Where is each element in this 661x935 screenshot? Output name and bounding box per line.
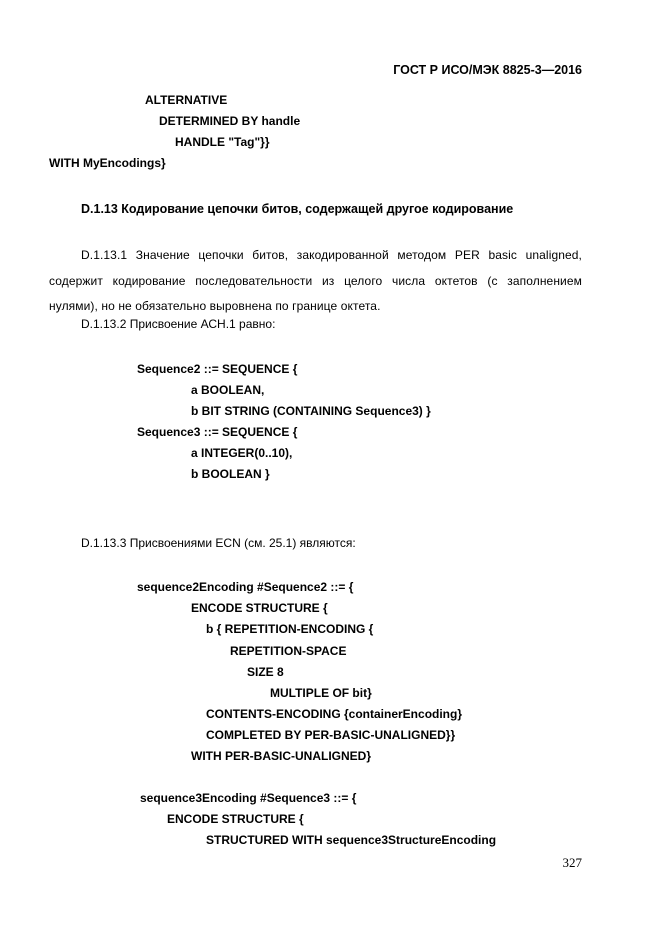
asn1-line: Sequence3 ::= SEQUENCE { bbox=[137, 425, 298, 439]
asn1-line: a INTEGER(0..10), bbox=[191, 446, 293, 460]
asn1-line: Sequence2 ::= SEQUENCE { bbox=[137, 362, 298, 376]
asn1-line: a BOOLEAN, bbox=[191, 383, 265, 397]
code-line: HANDLE "Tag"}} bbox=[175, 135, 270, 149]
page-number: 327 bbox=[562, 855, 582, 870]
code-line: WITH MyEncodings} bbox=[49, 156, 166, 170]
paragraph-d11312: D.1.13.2 Присвоение АСН.1 равно: bbox=[81, 317, 276, 331]
ecn-line: MULTIPLE OF bit} bbox=[270, 686, 372, 700]
paragraph-d11311: D.1.13.1 Значение цепочки битов, закодированной методом PER basic unaligned, содержит кодирование последовательности из целого числа октетов (с заполнением нулями), но не обязательно выровнена по границе октета. bbox=[49, 248, 582, 313]
ecn-line: REPETITION-SPACE bbox=[230, 644, 347, 658]
asn1-line: b BOOLEAN } bbox=[191, 467, 270, 481]
ecn-line: WITH PER-BASIC-UNALIGNED} bbox=[191, 749, 371, 763]
ecn-line: STRUCTURED WITH sequence3StructureEncoding bbox=[206, 833, 497, 847]
asn1-line: b BIT STRING (CONTAINING Sequence3) } bbox=[191, 404, 431, 418]
ecn-line: COMPLETED BY PER-BASIC-UNALIGNED}} bbox=[206, 728, 456, 742]
ecn-line: b { REPETITION-ENCODING { bbox=[206, 622, 374, 636]
ecn-line: ENCODE STRUCTURE { bbox=[167, 812, 304, 826]
code-line: DETERMINED BY handle bbox=[159, 114, 301, 128]
code-line: ALTERNATIVE bbox=[145, 93, 228, 107]
ecn-line: CONTENTS-ENCODING {containerEncoding} bbox=[206, 707, 463, 721]
ecn-line: sequence3Encoding #Sequence3 ::= { bbox=[140, 791, 357, 805]
standard-header: ГОСТ Р ИСО/МЭК 8825-3—2016 bbox=[393, 63, 582, 77]
ecn-line: sequence2Encoding #Sequence2 ::= { bbox=[137, 580, 354, 594]
paragraph-d11313: D.1.13.3 Присвоениями ECN (см. 25.1) являются: bbox=[81, 536, 356, 550]
ecn-line: ENCODE STRUCTURE { bbox=[191, 601, 328, 615]
section-heading: D.1.13 Кодирование цепочки битов, содержащей другое кодирование bbox=[81, 202, 514, 216]
ecn-line: SIZE 8 bbox=[247, 665, 284, 679]
